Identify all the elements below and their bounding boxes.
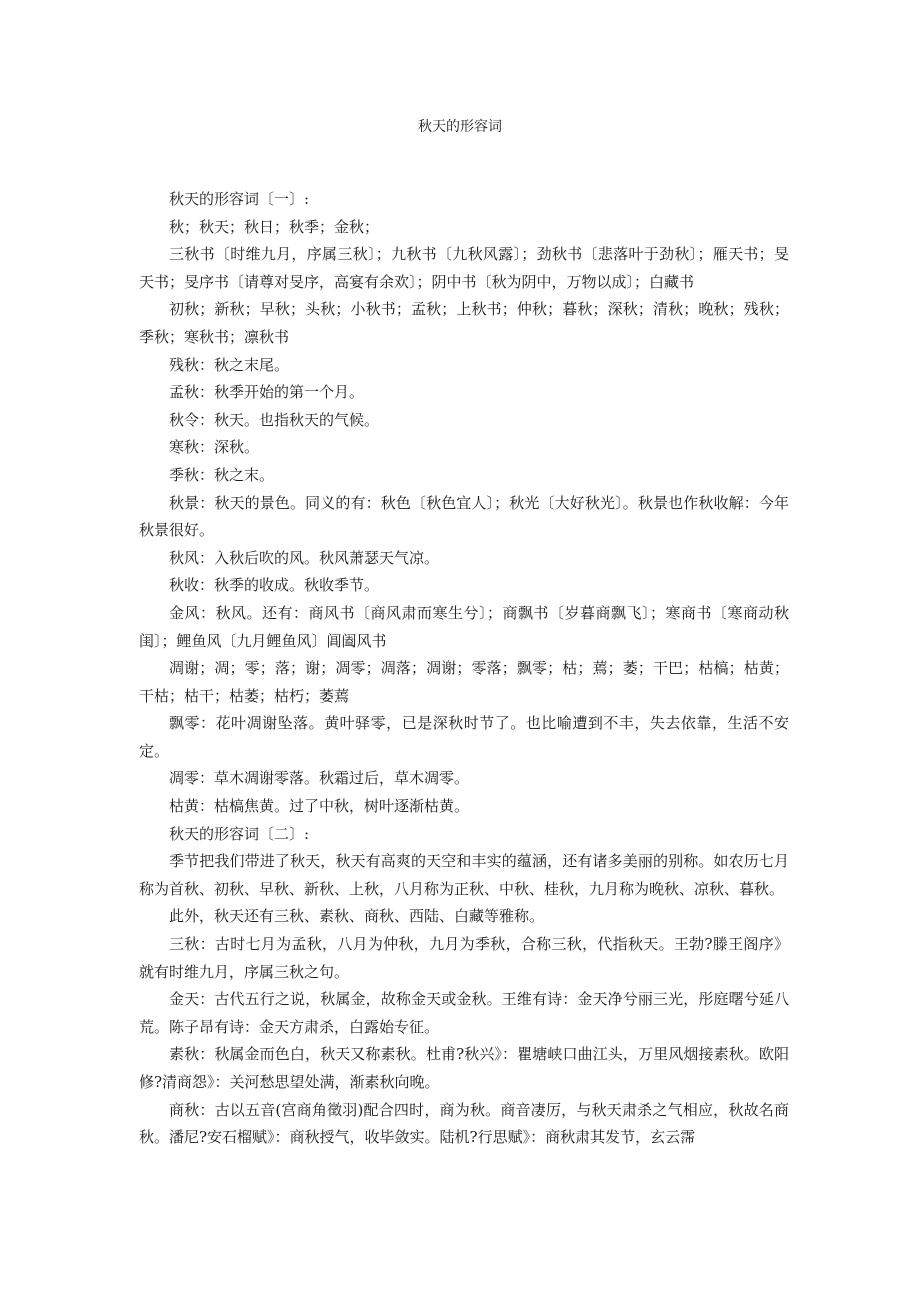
paragraph: 飘零：花叶凋谢坠落。黄叶驿零，已是深秋时节了。也比喻遭到不丰，失去依靠，生活不安定。	[139, 714, 789, 760]
paragraph: 秋令：秋天。也指秋天的气候。	[169, 410, 380, 429]
paragraph: 枯黄：枯槁焦黄。过了中秋，树叶逐渐枯黄。	[169, 797, 470, 816]
paragraph: 金风：秋风。还有：商风书〔商风肃而寒生兮〕；商飘书〔岁暮商飘飞〕；寒商书〔寒商动秋闺〕；鲤鱼风〔九月鲤鱼风〕阊阖风书	[139, 603, 789, 650]
paragraph: 秋风：入秋后吹的风。秋风萧瑟天气凉。	[169, 548, 440, 567]
paragraph: 秋景：秋天的景色。同义的有：秋色〔秋色宜人〕；秋光〔大好秋光〕。秋景也作秋收解：今年秋景很好。	[139, 493, 789, 540]
document-title: 秋天的形容词	[418, 119, 502, 135]
paragraph: 秋；秋天；秋日；秋季；金秋；	[169, 217, 380, 236]
paragraph: 季节把我们带进了秋天，秋天有高爽的天空和丰实的蕴涵，还有诸多美丽的别称。如农历七月称为首秋、初秋、早秋、新秋、上秋，八月称为正秋、中秋、桂秋，九月称为晚秋、凉秋、暮秋。	[139, 852, 789, 898]
paragraph: 三秋书〔时维九月，序属三秋〕；九秋书〔九秋风露〕；劲秋书〔悲落叶于劲秋〕；雁天书；旻天书；旻序书〔请尊对旻序，高宴有余欢〕；阴中书〔秋为阴中，万物以成〕；白藏书	[139, 245, 789, 291]
paragraph: 寒秋：深秋。	[169, 438, 260, 457]
paragraph: 三秋：古时七月为孟秋，八月为仲秋，九月为季秋，合称三秋，代指秋天。王勃?滕王阁序》就有时维九月，序属三秋之句。	[139, 935, 789, 981]
paragraph: 孟秋：秋季开始的第一个月。	[169, 383, 365, 402]
paragraph: 金天：古代五行之说，秋属金，故称金天或金秋。王维有诗：金天净兮丽三光，彤庭曙兮延八荒。陈子昂有诗：金天方肃杀，白露始专征。	[139, 990, 789, 1036]
paragraph: 此外，秋天还有三秋、素秋、商秋、西陆、白藏等雅称。	[169, 907, 545, 926]
paragraph: 秋天的形容词〔二〕:	[169, 824, 310, 843]
paragraph: 季秋：秋之末。	[169, 465, 275, 484]
paragraph: 素秋：秋属金而色白，秋天又称素秋。杜甫?秋兴》：瞿塘峡口曲江头，万里风烟接素秋。欧阳修?清商怨》：关河愁思望处满，渐素秋向晚。	[139, 1045, 789, 1091]
document-body	[139, 186, 789, 1152]
paragraph: 秋收：秋季的收成。秋收季节。	[169, 576, 380, 595]
paragraph: 残秋：秋之末尾。	[169, 355, 290, 374]
paragraph: 凋谢；凋；零；落；谢；凋零；凋落；凋谢；零落；飘零；枯；蔫；萎；干巴；枯槁；枯黄；干枯；枯干；枯萎；枯朽；萎蔫	[139, 659, 789, 705]
paragraph: 秋天的形容词〔一〕:	[169, 190, 310, 208]
paragraph: 凋零：草木凋谢零落。秋霜过后，草木凋零。	[169, 769, 470, 788]
paragraph: 初秋；新秋；早秋；头秋；小秋书；孟秋；上秋书；仲秋；暮秋；深秋；清秋；晚秋；残秋；季秋；寒秋书；凛秋书	[139, 300, 789, 346]
paragraph: 商秋：古以五音(宫商角徵羽)配合四时，商为秋。商音凄厉，与秋天肃杀之气相应，秋故名商秋。潘尼?安石榴赋》：商秋授气，收毕敛实。陆机?行思赋》：商秋肃其发节，玄云霈	[139, 1100, 789, 1147]
